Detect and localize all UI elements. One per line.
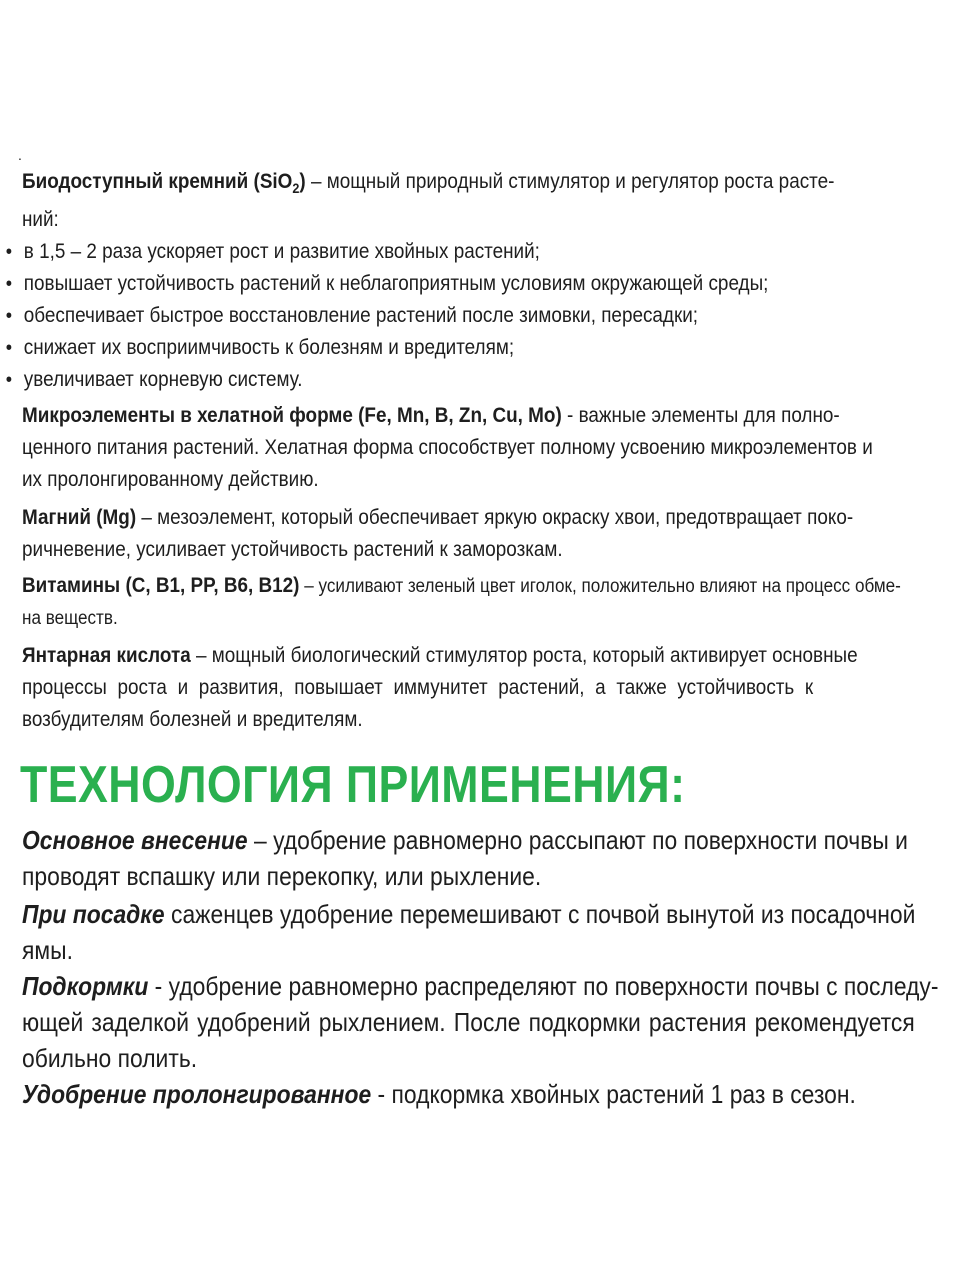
main-line-2: проводят вспашку или перекопку, или рыхление. [22, 861, 542, 891]
succinic-line-3: возбудителям болезней и вредителям. [22, 708, 363, 731]
planting-line-1: При посадке саженцев удобрение перемешивают с почвой вынутой из посадочной [22, 899, 916, 929]
vitamins-line-1: Витамины (C, B1, PP, B6, B12) – усиливают зеленый цвет иголок, положительно влияют на процесс обме- [22, 574, 901, 597]
vitamins-title: Витамины (C, B1, PP, B6, B12) [22, 574, 300, 597]
magnesium-title: Магний (Mg) [22, 506, 137, 529]
vitamins-section [22, 570, 940, 635]
micro-section [22, 400, 940, 496]
micro-line-2: ценного питания растений. Хелатная форма способствует полному усвоению микроэлементов и [22, 436, 873, 459]
silicon-bullet-5: • увеличивает корневую систему. [6, 364, 940, 396]
stray-dot: . [18, 147, 22, 163]
magnesium-line-2: ричневение, усиливает устойчивость растений к заморозкам. [22, 538, 563, 561]
succinic-line-1: Янтарная кислота – мощный биологический стимулятор роста, который активирует основные [22, 644, 858, 667]
feeding-line-3: обильно полить. [22, 1043, 198, 1073]
succinic-title: Янтарная кислота [22, 644, 191, 667]
silicon-bullet-1: • в 1,5 – 2 раза ускоряет рост и развитие хвойных растений; [6, 236, 940, 268]
planting-line-2: ямы. [22, 935, 73, 965]
main-line-1: Основное внесение – удобрение равномерно рассыпают по поверхности почвы и [22, 825, 908, 855]
vitamins-line-2: на веществ. [22, 608, 118, 629]
silicon-title: Биодоступный кремний (SiO$_2$) [22, 170, 306, 197]
prolonged-section [22, 1076, 948, 1112]
magnesium-section [22, 502, 940, 566]
micro-title: Микроэлементы в хелатной форме (Fe, Mn, B, Zn, Cu, Mo) [22, 404, 562, 427]
silicon-line-1: Биодоступный кремний (SiO$_2$) – мощный природный стимулятор и регулятор роста расте- [22, 170, 835, 197]
prolonged-title: Удобрение пролонгированное [22, 1079, 372, 1109]
silicon-bullet-2: • повышает устойчивость растений к неблагоприятным условиям окружающей среды; [6, 268, 940, 300]
silicon-bullet-3: • обеспечивает быстрое восстановление растений после зимовки, пересадки; [6, 300, 940, 332]
silicon-line-2: ний: [22, 208, 59, 232]
feeding-section [22, 968, 948, 1076]
technology-heading: ТЕХНОЛОГИЯ ПРИМЕНЕНИЯ: [20, 756, 686, 814]
silicon-section [22, 166, 940, 396]
micro-line-3: их пролонгированному действию. [22, 468, 319, 491]
planting-title: При посадке [22, 899, 165, 929]
succinic-line-2: процессы роста и развития, повышает иммунитет растений, а также устойчивость к [22, 676, 814, 699]
planting-section [22, 896, 948, 968]
feeding-title: Подкормки [22, 971, 149, 1001]
magnesium-line-1: Магний (Mg) – мезоэлемент, который обеспечивает яркую окраску хвои, предотвращает поко- [22, 506, 854, 529]
main-application-section [22, 822, 948, 894]
silicon-bullet-4: • снижает их восприимчивость к болезням и вредителям; [6, 332, 940, 364]
prolonged-line-1: Удобрение пролонгированное - подкормка хвойных растений 1 раз в сезон. [22, 1079, 856, 1109]
micro-line-1: Микроэлементы в хелатной форме (Fe, Mn, B, Zn, Cu, Mo) - важные элементы для полно- [22, 404, 840, 427]
main-title: Основное внесение [22, 825, 248, 855]
feeding-line-2: ющей заделкой удобрений рыхлением. После подкормки растения рекомендуется [22, 1007, 915, 1037]
feeding-line-1: Подкормки - удобрение равномерно распределяют по поверхности почвы с последу- [22, 971, 939, 1001]
succinic-section [22, 640, 940, 736]
